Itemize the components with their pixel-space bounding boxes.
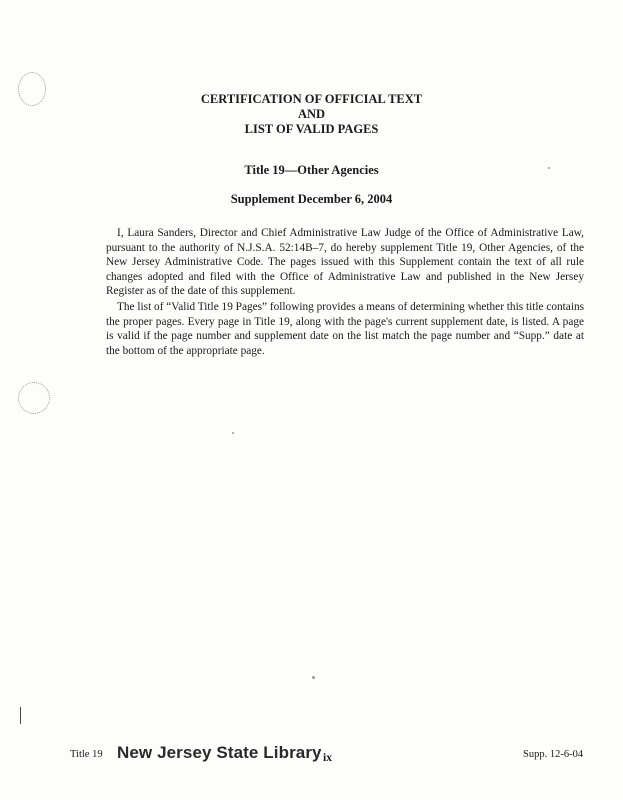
title-line-1: CERTIFICATION OF OFFICIAL TEXT bbox=[200, 92, 423, 106]
scan-speck bbox=[312, 676, 315, 679]
footer-title-label: Title 19 bbox=[70, 749, 103, 760]
document-title bbox=[0, 92, 623, 137]
footer-page-number: ix bbox=[323, 752, 332, 764]
certification-paragraph: I, Laura Sanders, Director and Chief Administrative Law Judge of the Office of Administrative Law, pursuant to the authority of N.J.S.A. 52:14B–7, do hereby supplement Title 19, Other Agencies, of the New Jersey Administrative Code. The pages issued with this Supplement contain the text of all rule changes adopted and filed with the Office of Administrative Law and published in the New Jersey Register as of the date of this supplement. bbox=[106, 227, 584, 297]
library-stamp: New Jersey State Library bbox=[117, 743, 322, 762]
supplement-date-heading: Supplement December 6, 2004 bbox=[230, 192, 393, 206]
valid-pages-paragraph: The list of “Valid Title 19 Pages” following provides a means of determining whether this title contains the proper pages. Every page in Title 19, along with the page's current supplement date, is listed. A page is valid if the page number and supplement date on the list match the page number and “Supp.” date at the bottom of the appropriate page. bbox=[106, 301, 584, 357]
margin-mark bbox=[20, 707, 21, 724]
footer-supplement-date: Supp. 12-6-04 bbox=[523, 749, 584, 760]
punch-hole-middle bbox=[18, 382, 50, 414]
title-line-2: AND bbox=[297, 107, 326, 121]
document-subtitle: Title 19—Other Agencies bbox=[244, 163, 379, 177]
title-line-3: LIST OF VALID PAGES bbox=[244, 122, 379, 136]
scan-speck bbox=[232, 432, 234, 434]
